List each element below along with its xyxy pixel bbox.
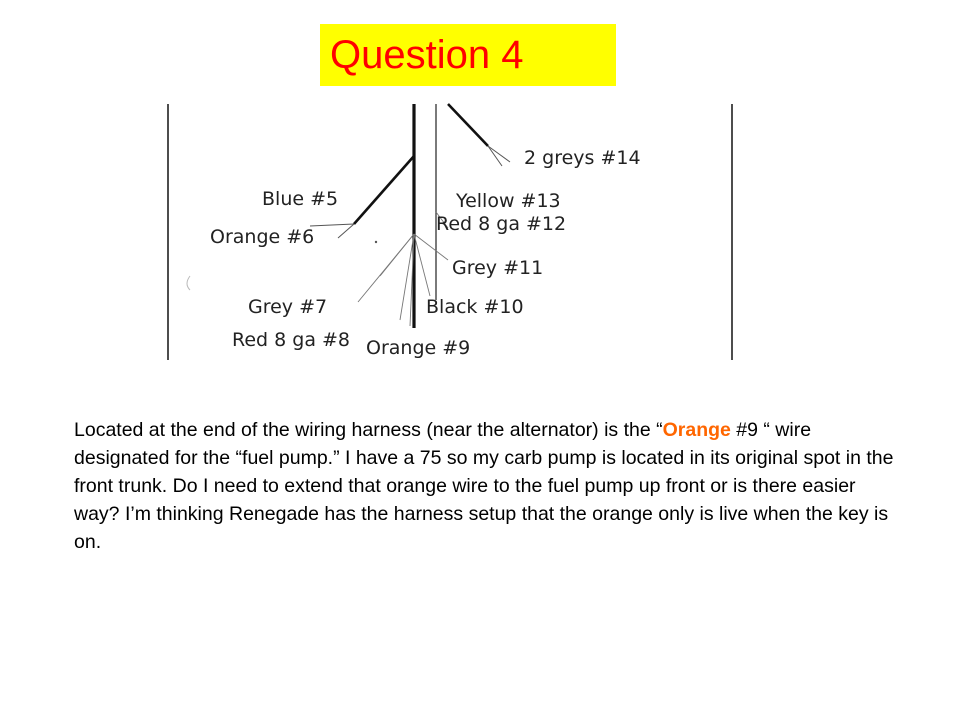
branch-6-fan	[338, 224, 354, 238]
orange-highlight: Orange	[662, 419, 731, 441]
branch-5-fan	[310, 224, 354, 226]
branch-14	[448, 104, 488, 146]
label-grey-7: Grey #7	[248, 296, 328, 318]
title-banner	[320, 24, 616, 86]
label-orange-6: Orange #6	[210, 226, 315, 248]
label-black-10: Black #10	[426, 296, 524, 318]
fan-11	[414, 234, 448, 260]
question-text-part-2: #9 “ wire designated for the “fuel pump.” I have a 75 so my carb pump is located in its original spot in the front trunk. Do I need to extend that orange wire to the fuel pump up front or is there easier way? I’m thinking Renegade has the harness setup that the orange only is live when the key is on.	[74, 419, 894, 553]
slide-title: Question 4	[330, 33, 524, 77]
label-red-12: Red 8 ga #12	[436, 213, 567, 235]
branch-14-fan-b	[488, 146, 510, 162]
question-text	[74, 416, 904, 556]
label-greys-14: 2 greys #14	[524, 147, 641, 169]
question-text-part-1: Located at the end of the wiring harness (near the alternator) is the “	[74, 419, 663, 441]
branch-5-6	[354, 156, 414, 224]
scan-dot	[375, 241, 377, 243]
label-yellow-13: Yellow #13	[456, 190, 561, 212]
fan-8	[358, 234, 414, 302]
label-blue-5: Blue #5	[262, 188, 339, 210]
scan-artifact	[187, 276, 190, 290]
fan-10	[414, 234, 430, 296]
label-orange-9: Orange #9	[366, 337, 471, 359]
label-red-8: Red 8 ga #8	[232, 329, 351, 351]
wiring-diagram	[160, 100, 740, 362]
branch-14-fan-a	[488, 146, 502, 166]
label-grey-11: Grey #11	[452, 257, 544, 279]
